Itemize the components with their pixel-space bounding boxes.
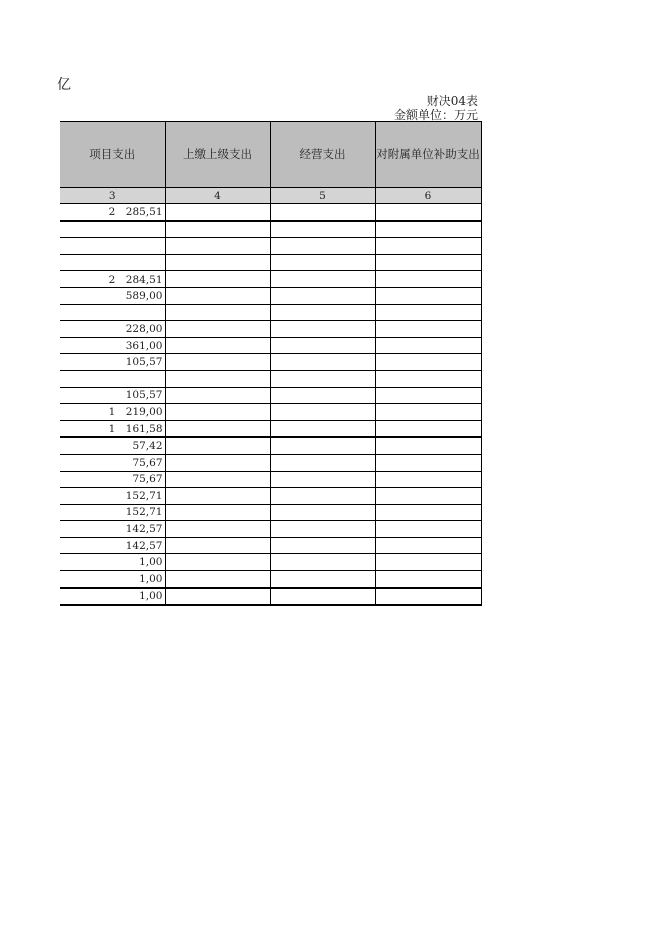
table-cell xyxy=(375,471,481,488)
table-cell xyxy=(270,321,375,338)
table-cell xyxy=(270,588,375,606)
table-cell xyxy=(270,271,375,288)
cell-project-expenditure: 228,00 xyxy=(60,321,165,338)
table-cell xyxy=(165,504,270,521)
table-cell xyxy=(165,287,270,304)
table-cell xyxy=(270,571,375,588)
table-cell xyxy=(165,238,270,255)
table-cell xyxy=(375,337,481,354)
cell-project-expenditure xyxy=(60,221,165,238)
table-cell xyxy=(270,254,375,271)
table-cell xyxy=(375,420,481,437)
cell-project-expenditure: 142,57 xyxy=(60,521,165,538)
table-row xyxy=(60,204,481,221)
table-cell xyxy=(270,287,375,304)
table-cell xyxy=(165,554,270,571)
table-cell xyxy=(375,571,481,588)
table-cell xyxy=(270,304,375,321)
table-cell xyxy=(375,254,481,271)
table-cell xyxy=(165,321,270,338)
table-cell xyxy=(270,537,375,554)
table-row xyxy=(60,571,481,588)
cell-project-expenditure: 1 161,58 xyxy=(60,420,165,437)
table-cell xyxy=(270,504,375,521)
table-cell xyxy=(270,221,375,238)
table-cell xyxy=(270,370,375,387)
table-row xyxy=(60,354,481,371)
cell-project-expenditure: 152,71 xyxy=(60,504,165,521)
table-cell xyxy=(375,554,481,571)
table-cell xyxy=(270,454,375,471)
table-row xyxy=(60,554,481,571)
table-row xyxy=(60,437,481,454)
table-cell xyxy=(375,238,481,255)
column-header-project-expenditure: 项目支出 xyxy=(60,122,165,188)
table-cell xyxy=(165,437,270,454)
table-row xyxy=(60,221,481,238)
table-row xyxy=(60,404,481,421)
table-cell xyxy=(270,404,375,421)
table-cell xyxy=(375,537,481,554)
cell-project-expenditure xyxy=(60,238,165,255)
table-cell xyxy=(270,521,375,538)
table-cell xyxy=(375,204,481,221)
table-cell xyxy=(165,204,270,221)
table-cell xyxy=(165,488,270,505)
table-row xyxy=(60,420,481,437)
table-cell xyxy=(165,471,270,488)
column-index: 5 xyxy=(270,188,375,204)
table-cell xyxy=(165,271,270,288)
table-row xyxy=(60,238,481,255)
cell-project-expenditure: 1 219,00 xyxy=(60,404,165,421)
table-row xyxy=(60,504,481,521)
table-cell xyxy=(375,404,481,421)
cell-project-expenditure: 57,42 xyxy=(60,437,165,454)
table-row xyxy=(60,254,481,271)
table-cell xyxy=(165,254,270,271)
table-row xyxy=(60,304,481,321)
table-row xyxy=(60,521,481,538)
table-cell xyxy=(375,321,481,338)
table-cell xyxy=(165,420,270,437)
table-cell xyxy=(270,554,375,571)
cell-project-expenditure: 105,57 xyxy=(60,354,165,371)
table-cell xyxy=(375,488,481,505)
cell-project-expenditure: 1,00 xyxy=(60,588,165,606)
column-header-operating-expenditure: 经营支出 xyxy=(270,122,375,188)
header-row xyxy=(60,122,481,188)
form-code-label: 财决04表 xyxy=(426,94,478,108)
table-cell xyxy=(375,437,481,454)
cell-project-expenditure: 1,00 xyxy=(60,571,165,588)
table-cell xyxy=(375,271,481,288)
table-cell xyxy=(375,354,481,371)
table-cell xyxy=(165,304,270,321)
cell-project-expenditure: 589,00 xyxy=(60,287,165,304)
table-cell xyxy=(270,354,375,371)
table-row xyxy=(60,387,481,404)
table-cell xyxy=(270,387,375,404)
table-cell xyxy=(165,404,270,421)
column-index: 3 xyxy=(60,188,165,204)
table-cell xyxy=(165,521,270,538)
table-cell xyxy=(375,287,481,304)
cell-project-expenditure xyxy=(60,304,165,321)
column-index: 6 xyxy=(375,188,481,204)
cell-project-expenditure: 2 284,51 xyxy=(60,271,165,288)
table-cell xyxy=(270,337,375,354)
cell-project-expenditure: 142,57 xyxy=(60,537,165,554)
table-row xyxy=(60,588,481,606)
cell-project-expenditure: 105,57 xyxy=(60,387,165,404)
table-row xyxy=(60,537,481,554)
table-cell xyxy=(165,337,270,354)
table-cell xyxy=(270,420,375,437)
table-row xyxy=(60,287,481,304)
cell-project-expenditure xyxy=(60,370,165,387)
table-cell xyxy=(375,304,481,321)
report-title-fragment: 亿 xyxy=(57,77,71,93)
table-cell xyxy=(375,521,481,538)
table-cell xyxy=(165,221,270,238)
table-cell xyxy=(375,370,481,387)
cell-project-expenditure: 75,67 xyxy=(60,471,165,488)
cell-project-expenditure: 361,00 xyxy=(60,337,165,354)
table-row xyxy=(60,271,481,288)
table-cell xyxy=(270,204,375,221)
table-cell xyxy=(165,370,270,387)
table-row xyxy=(60,488,481,505)
table-row xyxy=(60,370,481,387)
table-cell xyxy=(375,454,481,471)
table-cell xyxy=(165,387,270,404)
column-header-remit-to-superior: 上缴上级支出 xyxy=(165,122,270,188)
table-cell xyxy=(270,471,375,488)
table-cell xyxy=(375,221,481,238)
column-header-subsidiary-subsidy: 对附属单位补助支出 xyxy=(375,122,481,188)
table-cell xyxy=(270,238,375,255)
table-cell xyxy=(375,387,481,404)
unit-label: 金额单位：万元 xyxy=(393,108,478,122)
cell-project-expenditure: 2 285,51 xyxy=(60,204,165,221)
table-row xyxy=(60,454,481,471)
column-index: 4 xyxy=(165,188,270,204)
table-cell xyxy=(165,571,270,588)
table-cell xyxy=(165,454,270,471)
cell-project-expenditure: 75,67 xyxy=(60,454,165,471)
table-cell xyxy=(165,588,270,606)
cell-project-expenditure xyxy=(60,254,165,271)
cell-project-expenditure: 152,71 xyxy=(60,488,165,505)
table-cell xyxy=(375,588,481,606)
table-cell xyxy=(270,437,375,454)
table-cell xyxy=(165,537,270,554)
table-row xyxy=(60,321,481,338)
expenditure-table xyxy=(60,121,482,606)
table-row xyxy=(60,337,481,354)
column-index-row xyxy=(60,188,481,204)
cell-project-expenditure: 1,00 xyxy=(60,554,165,571)
table-cell xyxy=(375,504,481,521)
table-row xyxy=(60,471,481,488)
table-cell xyxy=(165,354,270,371)
table-cell xyxy=(270,488,375,505)
